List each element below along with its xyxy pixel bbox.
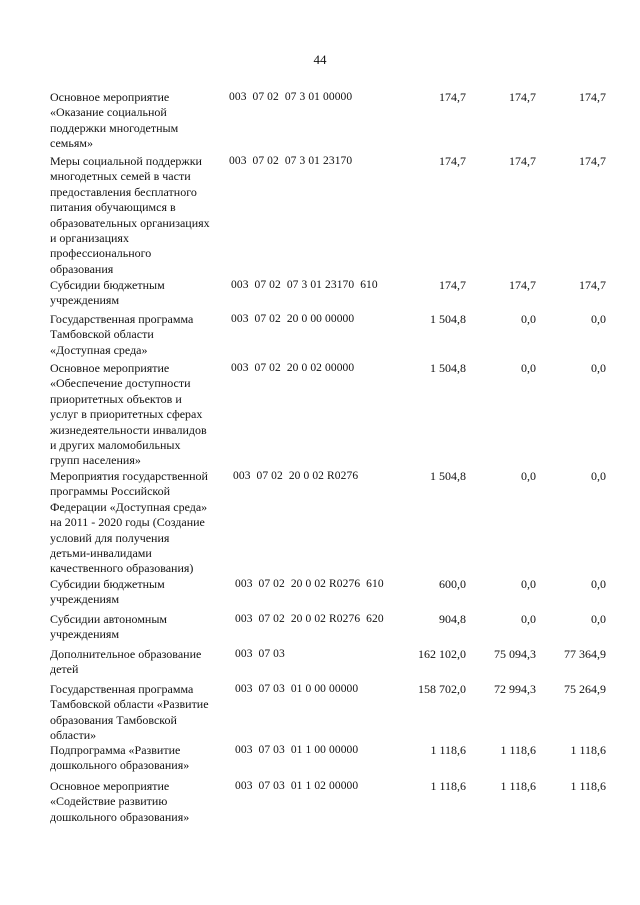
row-value-2: 1 118,6	[500, 779, 536, 793]
row-code: 003 07 02 20 0 00 00000	[231, 313, 355, 325]
row-name: Меры социальной поддержки многодетных семей в части предоставления бесплатного питания обучающимся в образовательных организациях и организациях профессионального образования	[50, 154, 210, 276]
row-value-2: 0,0	[521, 312, 536, 326]
row-value-3: 174,7	[579, 278, 606, 292]
row-name: Субсидии бюджетным учреждениям	[50, 577, 165, 607]
row-value-3: 77 364,9	[564, 647, 606, 661]
row-value-3: 0,0	[591, 612, 606, 626]
row-value-3: 1 118,6	[570, 779, 606, 793]
row-value-3: 0,0	[591, 469, 606, 483]
row-value-1: 174,7	[439, 90, 466, 104]
row-value-3: 174,7	[579, 90, 606, 104]
row-value-2: 174,7	[509, 278, 536, 292]
row-code: 003 07 03 01 1 02 00000	[235, 780, 359, 792]
row-value-1: 1 504,8	[430, 312, 466, 326]
row-value-1: 1 504,8	[430, 469, 466, 483]
row-name: Мероприятия государственной программы Российской Федерации «Доступная среда» на 2011 - 2020 годы (Создание условий для получения детьми-инвалидами качественного образования)	[50, 469, 208, 576]
row-name: Основное мероприятие «Обеспечение доступности приоритетных объектов и услуг в приоритетных сферах жизнедеятельности инвалидов и других маломобильных групп населения»	[50, 361, 207, 468]
row-code: 003 07 02 20 0 02 R0276 610	[235, 578, 384, 590]
row-value-1: 162 102,0	[418, 647, 466, 661]
row-value-1: 1 118,6	[430, 743, 466, 757]
row-code: 003 07 02 07 3 01 23170 610	[231, 279, 378, 291]
row-value-3: 1 118,6	[570, 743, 606, 757]
row-value-2: 174,7	[509, 154, 536, 168]
row-value-2: 0,0	[521, 612, 536, 626]
row-value-2: 0,0	[521, 577, 536, 591]
row-name: Субсидии автономным учреждениям	[50, 612, 167, 642]
row-value-1: 1 504,8	[430, 361, 466, 375]
row-name: Государственная программа Тамбовской области «Доступная среда»	[50, 312, 194, 357]
row-value-3: 0,0	[591, 361, 606, 375]
row-code: 003 07 02 20 0 02 R0276	[233, 470, 359, 482]
row-name: Субсидии бюджетным учреждениям	[50, 278, 165, 308]
row-name: Подпрограмма «Развитие дошкольного образования»	[50, 743, 190, 773]
row-code: 003 07 02 20 0 02 00000	[231, 362, 355, 374]
row-name: Государственная программа Тамбовской области «Развитие образования Тамбовской области»	[50, 682, 209, 743]
row-value-1: 174,7	[439, 278, 466, 292]
row-value-3: 174,7	[579, 154, 606, 168]
row-code: 003 07 02 07 3 01 00000	[229, 91, 353, 103]
row-value-2: 0,0	[521, 469, 536, 483]
row-value-1: 174,7	[439, 154, 466, 168]
row-name: Основное мероприятие «Оказание социальной поддержки многодетным семьям»	[50, 90, 179, 151]
row-code: 003 07 03 01 1 00 00000	[235, 744, 359, 756]
row-value-2: 1 118,6	[500, 743, 536, 757]
row-value-1: 904,8	[439, 612, 466, 626]
row-name: Основное мероприятие «Содействие развитию дошкольного образования»	[50, 779, 190, 824]
row-value-1: 158 702,0	[418, 682, 466, 696]
row-value-1: 1 118,6	[430, 779, 466, 793]
row-value-2: 72 994,3	[494, 682, 536, 696]
page-number: 44	[313, 52, 327, 67]
row-value-2: 75 094,3	[494, 647, 536, 661]
row-value-3: 0,0	[591, 577, 606, 591]
row-value-1: 600,0	[439, 577, 466, 591]
row-code: 003 07 02 20 0 02 R0276 620	[235, 613, 384, 625]
row-value-2: 0,0	[521, 361, 536, 375]
row-code: 003 07 03	[235, 648, 285, 660]
row-name: Дополнительное образование детей	[50, 647, 202, 677]
row-code: 003 07 02 07 3 01 23170	[229, 155, 353, 167]
row-value-2: 174,7	[509, 90, 536, 104]
row-value-3: 75 264,9	[564, 682, 606, 696]
row-value-3: 0,0	[591, 312, 606, 326]
row-code: 003 07 03 01 0 00 00000	[235, 683, 359, 695]
